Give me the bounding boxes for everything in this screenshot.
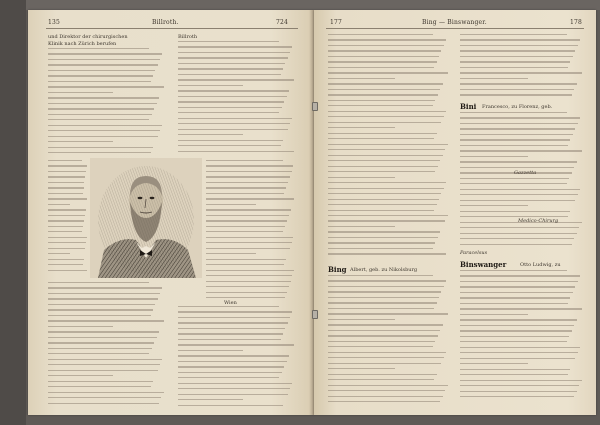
text-line	[328, 204, 437, 205]
text-line	[48, 147, 153, 148]
text-line	[460, 341, 567, 342]
left-column-1-top-text	[48, 48, 166, 158]
text-line	[178, 68, 283, 69]
text-line	[48, 298, 158, 299]
text-line	[460, 336, 569, 337]
text-line	[328, 352, 446, 353]
text-line	[48, 64, 158, 65]
text-line	[48, 337, 157, 338]
text-line	[206, 226, 285, 227]
text-line	[48, 282, 149, 283]
text-line	[48, 75, 153, 76]
text-line	[178, 306, 279, 307]
right-page-column-number-left: 177	[330, 19, 343, 26]
text-line	[48, 381, 153, 382]
text-line	[328, 56, 439, 57]
text-line	[178, 383, 292, 384]
binding-staple-top	[312, 102, 318, 111]
text-line	[328, 324, 443, 325]
binding-staple-bottom	[312, 310, 318, 319]
text-line	[460, 325, 574, 326]
left-snippet-4: Billroth	[178, 34, 198, 40]
text-line	[328, 226, 395, 227]
text-line	[328, 341, 435, 342]
text-line	[178, 96, 287, 97]
text-line	[48, 226, 83, 227]
text-line	[178, 355, 289, 356]
text-line	[48, 331, 159, 332]
text-line	[206, 253, 256, 254]
text-line	[178, 52, 290, 53]
text-line	[328, 122, 441, 123]
text-line	[328, 193, 441, 194]
right-snippet-1: Paracelsus	[460, 250, 488, 256]
text-line	[178, 112, 279, 113]
text-line	[48, 160, 82, 161]
text-line	[460, 78, 528, 79]
text-line	[460, 145, 568, 146]
text-line	[460, 134, 573, 135]
text-line	[460, 319, 577, 320]
text-line	[460, 205, 528, 206]
left-page-column-number: 724	[276, 19, 289, 26]
text-line	[48, 253, 70, 254]
text-line	[328, 368, 395, 369]
text-line	[48, 136, 158, 137]
right-page-header-title: Bing — Binswanger.	[422, 19, 487, 26]
text-line	[48, 171, 86, 172]
text-line	[178, 151, 294, 152]
text-line	[48, 359, 162, 360]
text-line	[206, 270, 294, 271]
text-line	[206, 193, 284, 194]
text-line	[48, 119, 149, 120]
text-line	[206, 248, 290, 249]
text-line	[178, 377, 279, 378]
text-line	[328, 144, 448, 145]
text-line	[460, 391, 577, 392]
text-line	[48, 108, 154, 109]
text-line	[328, 188, 444, 189]
text-line	[328, 242, 435, 243]
text-line	[178, 123, 290, 124]
text-line	[328, 363, 441, 364]
right-column-2-bottom-text	[460, 270, 584, 402]
left-snippet-1: und Direktor der chirurgischen	[48, 34, 128, 40]
text-line	[48, 364, 160, 365]
text-line	[328, 210, 434, 211]
text-line	[328, 182, 446, 183]
text-line	[48, 348, 152, 349]
text-line	[48, 198, 87, 199]
text-line	[48, 97, 159, 98]
text-line	[178, 63, 285, 64]
text-line	[178, 101, 284, 102]
text-line	[206, 160, 283, 161]
text-line	[206, 220, 287, 221]
text-line	[48, 215, 85, 216]
scan-background-top	[0, 0, 600, 10]
text-line	[178, 405, 283, 406]
text-line	[328, 100, 435, 101]
text-line	[206, 187, 286, 188]
text-line	[48, 165, 87, 166]
text-line	[328, 346, 433, 347]
left-page-header-title: Billroth.	[152, 19, 179, 26]
text-line	[460, 139, 570, 140]
text-line	[48, 125, 162, 126]
entry-name-binswanger: Binswanger	[460, 260, 507, 269]
text-line	[178, 129, 288, 130]
text-line	[328, 401, 440, 402]
text-line	[460, 352, 578, 353]
left-page	[28, 10, 314, 415]
text-line	[328, 133, 437, 134]
text-line	[178, 90, 289, 91]
text-line	[178, 145, 281, 146]
text-line	[206, 292, 287, 293]
text-line	[48, 259, 84, 260]
text-line	[178, 344, 294, 345]
text-line	[460, 83, 577, 84]
text-line	[328, 357, 444, 358]
text-line	[206, 204, 256, 205]
text-line	[178, 57, 288, 58]
text-line	[328, 39, 446, 40]
text-line	[460, 281, 578, 282]
text-line	[328, 72, 448, 73]
entry-name-bing: Bing	[328, 265, 347, 274]
text-line	[328, 330, 440, 331]
text-line	[48, 353, 149, 354]
text-line	[460, 161, 577, 162]
right-page-column-number-right: 178	[570, 19, 583, 26]
text-line	[48, 193, 83, 194]
text-line	[328, 111, 446, 112]
text-line	[178, 311, 292, 312]
text-line	[178, 388, 290, 389]
text-line	[328, 83, 443, 84]
left-column-2-mid-text	[206, 160, 296, 303]
text-line	[460, 363, 528, 364]
text-line	[328, 280, 446, 281]
text-line	[206, 242, 292, 243]
left-snippet-2: Klinik nach Zürich berufen	[48, 41, 117, 47]
text-line	[460, 275, 580, 276]
text-line	[48, 141, 113, 142]
text-line	[206, 281, 291, 282]
text-line	[48, 287, 162, 288]
text-line	[460, 167, 574, 168]
text-line	[328, 171, 435, 172]
text-line	[328, 94, 438, 95]
right-column-1-top-text	[328, 34, 450, 259]
text-line	[48, 375, 113, 376]
text-line	[48, 370, 158, 371]
text-line	[48, 130, 160, 131]
text-line	[328, 177, 395, 178]
text-line	[460, 270, 567, 271]
text-line	[48, 86, 164, 87]
text-line	[178, 107, 282, 108]
text-line	[48, 397, 161, 398]
text-line	[328, 160, 440, 161]
text-line	[178, 350, 243, 351]
scan-background-left	[0, 0, 26, 425]
text-line	[48, 176, 85, 177]
text-line	[460, 297, 570, 298]
text-line	[178, 41, 279, 42]
text-line	[328, 308, 434, 309]
text-line	[206, 259, 286, 260]
text-line	[178, 328, 285, 329]
text-line	[206, 209, 291, 210]
text-line	[460, 233, 577, 234]
text-line	[328, 45, 444, 46]
text-line	[328, 302, 437, 303]
text-line	[48, 92, 113, 93]
left-header-rule	[46, 28, 298, 29]
text-line	[460, 189, 580, 190]
text-line	[48, 264, 83, 265]
text-line	[328, 215, 448, 216]
text-line	[460, 292, 573, 293]
text-line	[178, 394, 288, 395]
text-line	[460, 347, 580, 348]
text-line	[328, 220, 445, 221]
text-line	[460, 286, 575, 287]
entry-text-bini: Francesco, zu Florenz, geb.	[482, 104, 553, 110]
text-line	[328, 78, 395, 79]
text-line	[328, 67, 434, 68]
text-line	[48, 315, 151, 316]
text-line	[206, 297, 285, 298]
text-line	[460, 374, 568, 375]
text-line	[178, 118, 292, 119]
text-line	[460, 56, 573, 57]
text-line	[48, 81, 151, 82]
text-line	[48, 59, 160, 60]
text-line	[206, 215, 289, 216]
text-line	[460, 227, 579, 228]
text-line	[460, 244, 572, 245]
text-line	[48, 392, 164, 393]
text-line	[460, 72, 582, 73]
text-line	[328, 385, 448, 386]
text-line	[460, 194, 578, 195]
text-line	[460, 330, 572, 331]
text-line	[460, 200, 575, 201]
text-line	[178, 140, 283, 141]
text-line	[206, 171, 292, 172]
text-line	[178, 85, 243, 86]
text-line	[48, 220, 84, 221]
text-line	[328, 199, 439, 200]
text-line	[206, 182, 288, 183]
text-line	[460, 61, 570, 62]
text-line	[460, 380, 582, 381]
text-line	[206, 165, 293, 166]
text-line	[48, 48, 149, 49]
text-line	[328, 50, 441, 51]
text-line	[328, 149, 445, 150]
left-column-2-top-text	[178, 41, 296, 156]
entry-name-bini: Bini	[460, 102, 477, 111]
text-line	[460, 45, 578, 46]
text-line	[460, 238, 574, 239]
text-line	[328, 155, 443, 156]
text-line	[48, 326, 113, 327]
text-line	[48, 309, 153, 310]
text-line	[460, 50, 575, 51]
right-column-2-top-text	[460, 34, 584, 100]
text-line	[328, 379, 434, 380]
text-line	[460, 314, 528, 315]
text-line	[328, 138, 434, 139]
text-line	[328, 396, 443, 397]
text-line	[460, 183, 567, 184]
text-line	[48, 386, 151, 387]
text-line	[178, 333, 283, 334]
text-line	[48, 248, 85, 249]
text-line	[460, 308, 582, 309]
text-line	[48, 209, 86, 210]
text-line	[460, 150, 582, 151]
text-line	[460, 211, 570, 212]
text-line	[178, 74, 281, 75]
text-line	[48, 231, 82, 232]
text-line	[328, 374, 437, 375]
right-header-rule	[326, 28, 584, 29]
left-column-2-bottom-text	[178, 306, 296, 410]
text-line	[328, 105, 433, 106]
text-line	[328, 34, 433, 35]
text-line	[178, 372, 282, 373]
text-line	[328, 313, 448, 314]
entry-text-bing: Albert, geb. zu Nikolsburg	[350, 267, 418, 273]
right-column-1-bottom-text	[328, 275, 450, 407]
text-line	[460, 156, 528, 157]
entry-text-binswanger: Otto Ludwig, zu	[520, 262, 561, 268]
right-snippet-2: Gazzetta	[514, 170, 537, 176]
text-line	[460, 396, 574, 397]
text-line	[48, 304, 155, 305]
right-snippet-3: Medico-Chirurg	[518, 218, 559, 224]
text-line	[328, 291, 441, 292]
engraved-portrait-of-bearded-man-icon	[90, 158, 202, 278]
text-line	[48, 152, 151, 153]
text-line	[328, 237, 438, 238]
text-line	[460, 94, 572, 95]
text-line	[48, 70, 155, 71]
text-line	[328, 319, 395, 320]
text-line	[460, 128, 575, 129]
text-line	[460, 385, 579, 386]
text-line	[206, 198, 294, 199]
text-line	[178, 399, 243, 400]
text-line	[328, 248, 433, 249]
text-line	[206, 264, 284, 265]
text-line	[48, 103, 157, 104]
text-line	[328, 335, 438, 336]
text-line	[206, 237, 293, 238]
text-line	[460, 117, 580, 118]
text-line	[460, 112, 567, 113]
text-line	[178, 134, 243, 135]
text-line	[328, 127, 395, 128]
text-line	[48, 293, 160, 294]
text-line	[328, 116, 444, 117]
text-line	[178, 361, 287, 362]
book-spread	[28, 10, 596, 415]
left-snippet-3: Wien	[224, 300, 237, 306]
text-line	[328, 253, 446, 254]
text-line	[48, 204, 70, 205]
text-line	[178, 317, 290, 318]
text-line	[48, 237, 87, 238]
text-line	[460, 178, 569, 179]
left-column-1-bottom-text	[48, 282, 166, 408]
text-line	[178, 322, 288, 323]
text-line	[460, 89, 574, 90]
text-line	[206, 275, 292, 276]
text-line	[328, 166, 438, 167]
text-line	[328, 286, 444, 287]
text-line	[460, 39, 580, 40]
text-line	[48, 53, 162, 54]
text-line	[48, 342, 154, 343]
text-line	[460, 34, 567, 35]
text-line	[460, 303, 568, 304]
text-line	[460, 67, 568, 68]
text-line	[178, 366, 284, 367]
right-column-2-mid-text	[460, 112, 584, 249]
text-line	[48, 187, 84, 188]
text-line	[48, 403, 159, 404]
text-line	[48, 114, 152, 115]
text-line	[328, 61, 437, 62]
text-line	[460, 123, 578, 124]
text-line	[48, 270, 87, 271]
text-line	[206, 176, 290, 177]
text-line	[178, 46, 292, 47]
text-line	[328, 297, 439, 298]
text-line	[178, 339, 281, 340]
text-line	[48, 320, 164, 321]
text-line	[460, 369, 570, 370]
text-line	[48, 242, 86, 243]
left-page-number: 135	[48, 19, 61, 26]
text-line	[206, 286, 289, 287]
text-line	[328, 89, 440, 90]
text-line	[328, 275, 433, 276]
text-line	[328, 390, 445, 391]
right-page	[314, 10, 596, 415]
text-line	[206, 231, 283, 232]
text-line	[328, 231, 440, 232]
text-line	[460, 358, 575, 359]
text-line	[178, 79, 294, 80]
text-line	[48, 182, 84, 183]
left-column-1-mid-text	[48, 160, 88, 275]
